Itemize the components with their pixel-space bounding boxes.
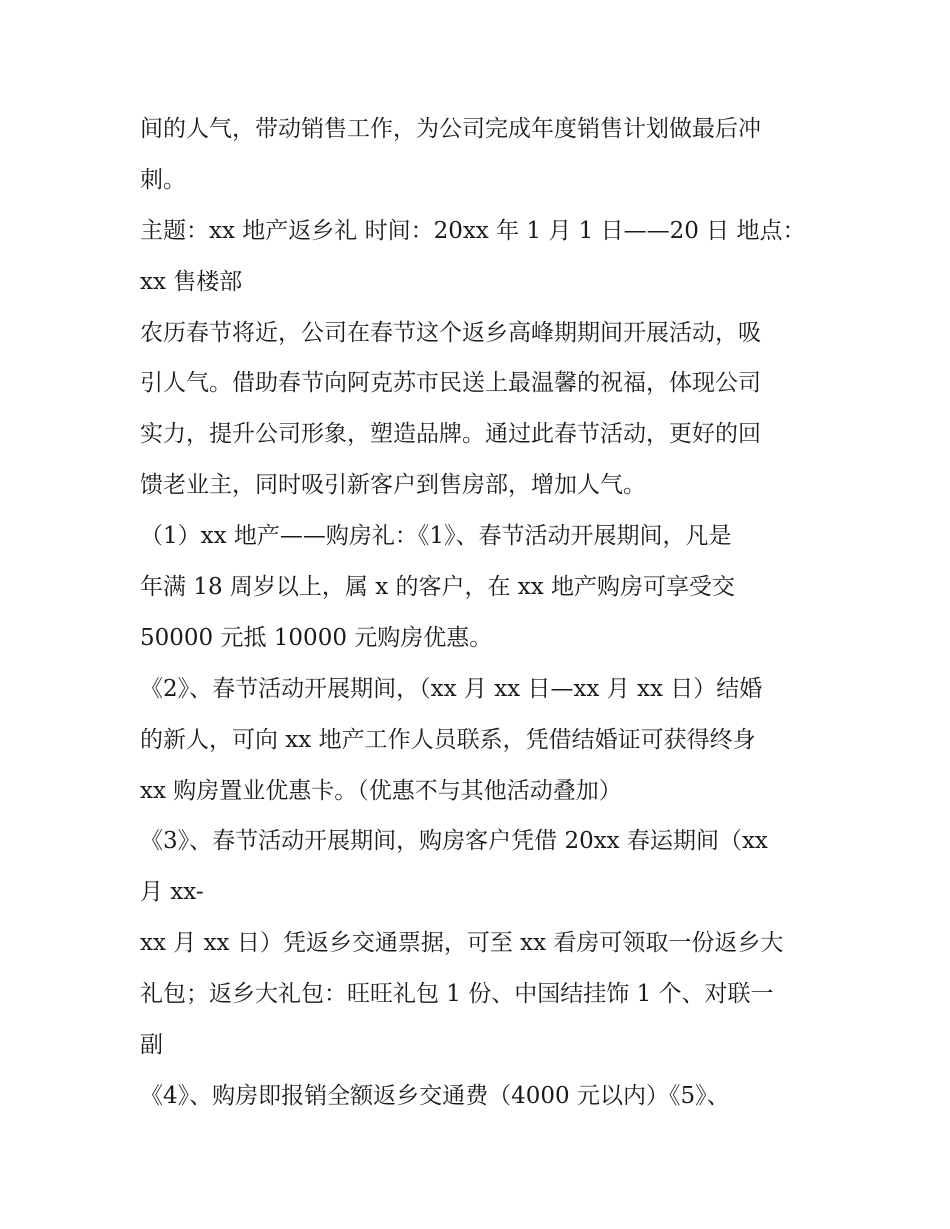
document-body: [140, 104, 820, 1122]
text-line-9: （1）xx 地产——购房礼：《1》、春节活动开展期间，凡是: [140, 523, 732, 550]
text-line-17: xx 月 xx 日）凭返乡交通票据，可至 xx 看房可领取一份返乡大: [140, 930, 784, 957]
text-line-20: 《4》、购房即报销全额返乡交通费（4000 元以内）《5》、: [140, 1082, 730, 1109]
text-line-5: 农历春节将近，公司在春节这个返乡高峰期期间开展活动，吸: [140, 319, 761, 346]
text-line-2: 刺。: [140, 166, 186, 193]
text-line-13: 的新人，可向 xx 地产工作人员联系，凭借结婚证可获得终身: [140, 726, 756, 753]
text-line-18: 礼包；返乡大礼包：旺旺礼包 1 份、中国结挂饰 1 个、对联一: [140, 981, 774, 1008]
text-line-19: 副: [140, 1032, 163, 1059]
text-line-4: xx 售楼部: [140, 268, 243, 295]
text-line-8: 馈老业主，同时吸引新客户到售房部，增加人气。: [140, 472, 646, 499]
text-line-1: 间的人气，带动销售工作，为公司完成年度销售计划做最后冲: [140, 116, 761, 142]
text-line-6: 引人气。借助春节向阿克苏市民送上最温馨的祝福，体现公司: [140, 370, 761, 397]
text-line-7: 实力，提升公司形象，塑造品牌。通过此春节活动，更好的回: [140, 421, 761, 448]
text-line-15: 《3》、春节活动开展期间，购房客户凭借 20xx 春运期间（xx: [140, 828, 768, 855]
text-line-11: 50000 元抵 10000 元购房优惠。: [140, 624, 493, 651]
text-line-16: 月 xx-: [140, 879, 204, 906]
text-line-3: 主题：xx 地产返乡礼 时间：20xx 年 1 月 1 日——20 日 地点：: [140, 217, 806, 244]
text-line-10: 年满 18 周岁以上，属 x 的客户，在 xx 地产购房可享受交: [140, 574, 736, 601]
text-line-14: xx 购房置业优惠卡。（优惠不与其他活动叠加）: [140, 777, 622, 804]
text-line-12: 《2》、春节活动开展期间，（xx 月 xx 日—xx 月 xx 日）结婚: [140, 675, 763, 702]
